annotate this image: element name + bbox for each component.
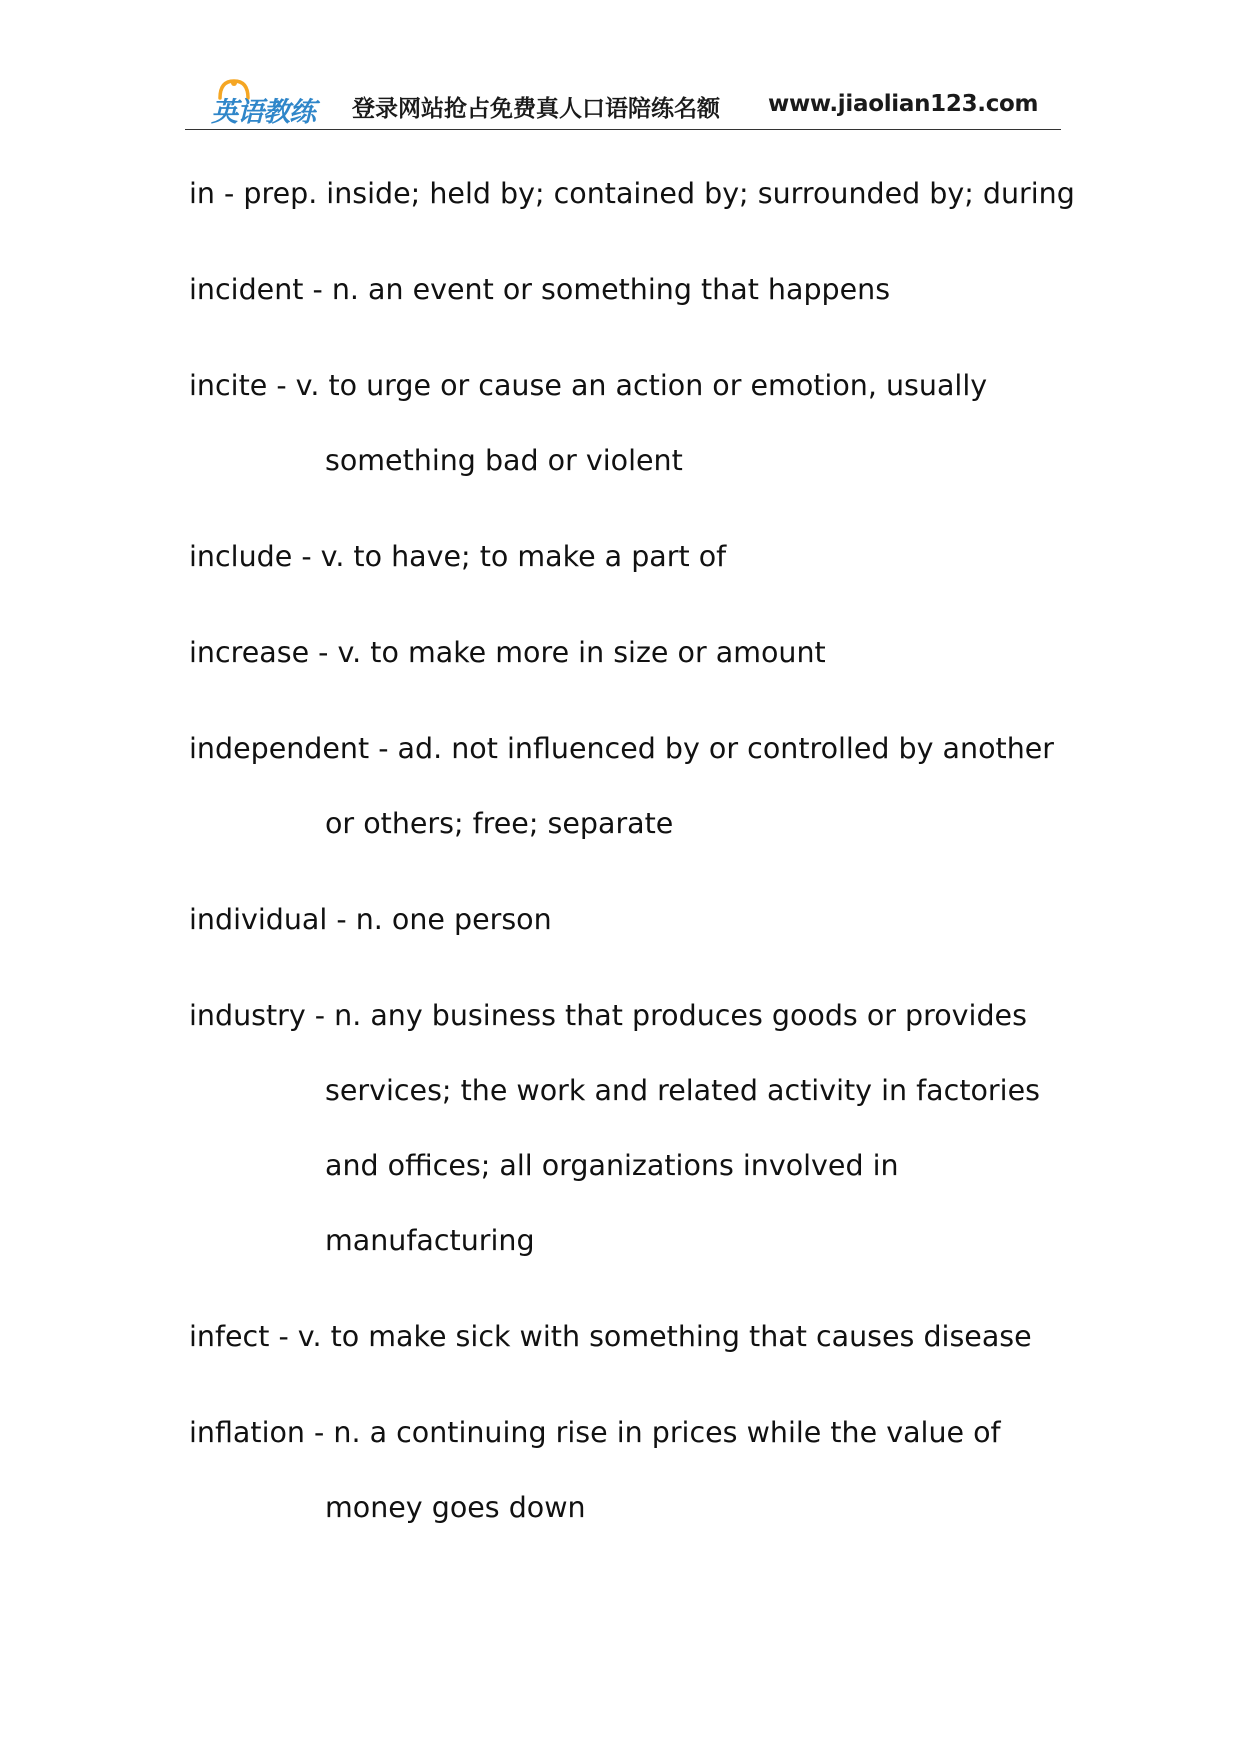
glossary-entry-in [189,156,1075,231]
entry-line: include - v. to have; to make a part of [189,540,727,573]
glossary-entries [189,156,1075,1566]
entry-continuation-line: manufacturing [325,1224,535,1257]
entry-line: individual - n. one person [189,903,552,936]
entry-continuation-line: services; the work and related activity in factories [325,1074,1040,1107]
glossary-entry-independent [189,711,1069,861]
glossary-entry-infect [189,1299,1069,1374]
glossary-entry-individual [189,882,1069,957]
entry-continuation-line: or others; free; separate [325,807,674,840]
entry-line: incident - n. an event or something that happens [189,273,891,306]
page-header [185,70,1061,130]
entry-line: in - prep. inside; held by; contained by; surrounded by; during [189,177,1075,210]
entry-continuation-line: something bad or violent [325,444,683,477]
header-slogan: 登录网站抢占免费真人口语陪练名额 [352,96,720,122]
header-divider [185,129,1061,130]
entry-line: increase - v. to make more in size or amount [189,636,826,669]
entry-line: industry - n. any business that produces goods or provides [189,999,1027,1032]
glossary-entry-include [189,519,1069,594]
logo-text: 英语教练 [211,97,315,128]
glossary-entry-inflation [189,1395,1069,1545]
glossary-entry-incident [189,252,1069,327]
entry-continuation-line: money goes down [325,1491,586,1524]
glossary-entry-increase [189,615,1069,690]
glossary-entry-industry [189,978,1069,1278]
entry-line: independent - ad. not influenced by or controlled by another [189,732,1055,765]
site-logo[interactable] [211,78,336,128]
entry-line: infect - v. to make sick with something that causes disease [189,1320,1032,1353]
entry-line: inflation - n. a continuing rise in prices while the value of [189,1416,1001,1449]
entry-continuation-line: and offices; all organizations involved in [325,1149,899,1182]
header-site-link[interactable]: www.jiaolian123.com [768,91,1039,117]
entry-line: incite - v. to urge or cause an action or emotion, usually [189,369,988,402]
glossary-entry-incite [189,348,1069,498]
